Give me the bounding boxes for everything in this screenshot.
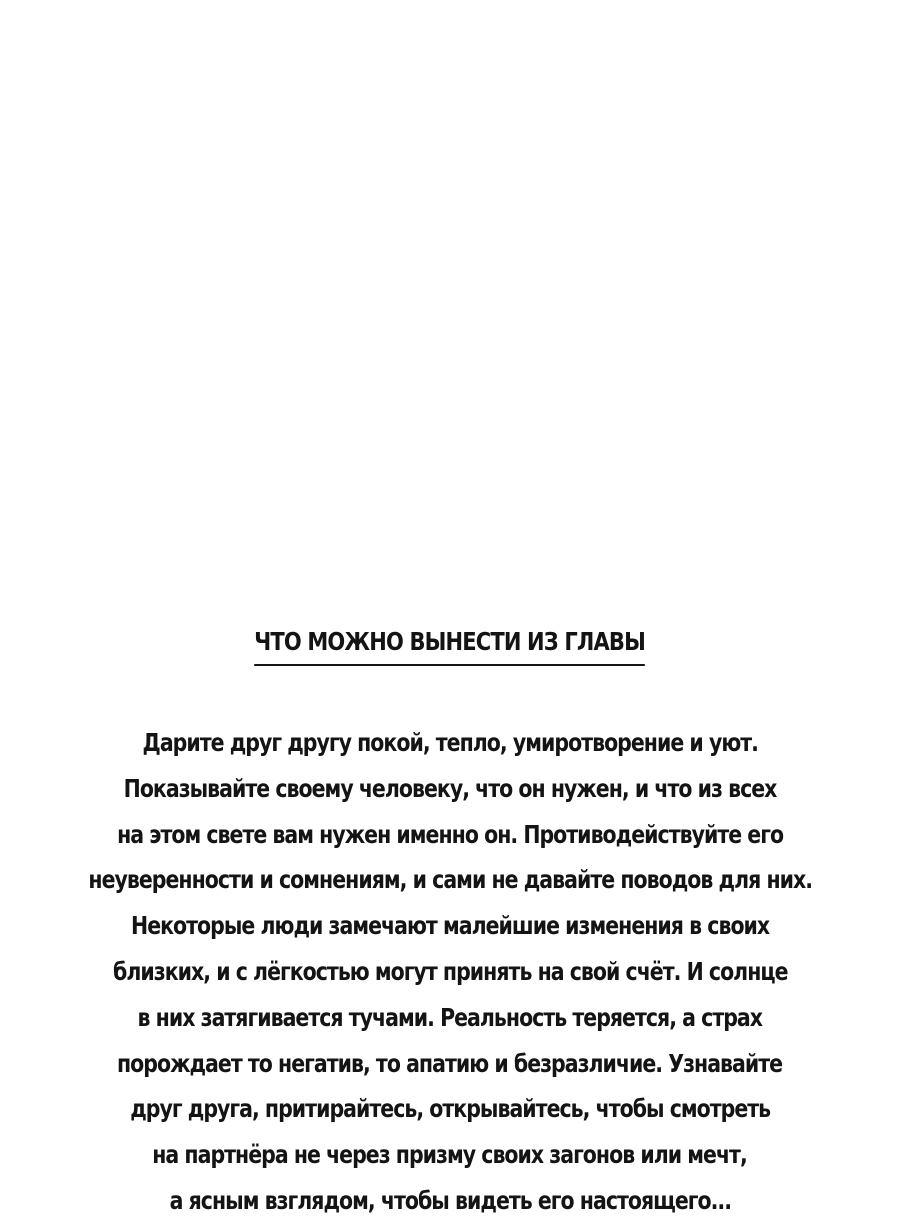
heading-container <box>0 626 900 666</box>
text-line-content: порождает то негатив, то апатию и безразличие. Узнавайте <box>117 1048 783 1078</box>
text-line <box>0 1132 900 1178</box>
text-line <box>0 812 900 858</box>
text-line <box>0 903 900 949</box>
text-line <box>0 720 900 766</box>
text-line <box>0 1086 900 1132</box>
text-line-content: Некоторые люди замечают малейшие изменения в своих <box>130 911 770 941</box>
text-line <box>0 1178 900 1224</box>
text-line-content: Дарите друг другу покой, тепло, умиротворение и уют. <box>142 728 758 757</box>
text-line-content: а ясным взглядом, чтобы видеть его настоящего... <box>169 1185 731 1215</box>
text-line <box>0 995 900 1041</box>
text-line-content: на партнёра не через призму своих загонов или мечт, <box>152 1140 748 1170</box>
text-line-content: на этом свете вам нужен именно он. Противодействуйте его <box>117 819 783 849</box>
text-line <box>0 766 900 812</box>
text-line-content: друг друга, притирайтесь, открывайтесь, чтобы смотреть <box>130 1094 770 1124</box>
text-line-content: Показывайте своему человеку, что он нужен, и что из всех <box>123 773 777 803</box>
chapter-takeaway-heading: ЧТО МОЖНО ВЫНЕСТИ ИЗ ГЛАВЫ <box>255 626 646 666</box>
text-line <box>0 857 900 903</box>
text-line-content: неуверенности и сомнениям, и сами не давайте поводов для них. <box>88 865 812 895</box>
body-text <box>0 720 900 1224</box>
text-line-content: близких, и с лёгкостью могут принять на свой счёт. И солнце <box>112 956 788 986</box>
text-line-content: в них затягивается тучами. Реальность теряется, а страх <box>137 1002 763 1032</box>
text-line <box>0 1041 900 1087</box>
text-line <box>0 949 900 995</box>
